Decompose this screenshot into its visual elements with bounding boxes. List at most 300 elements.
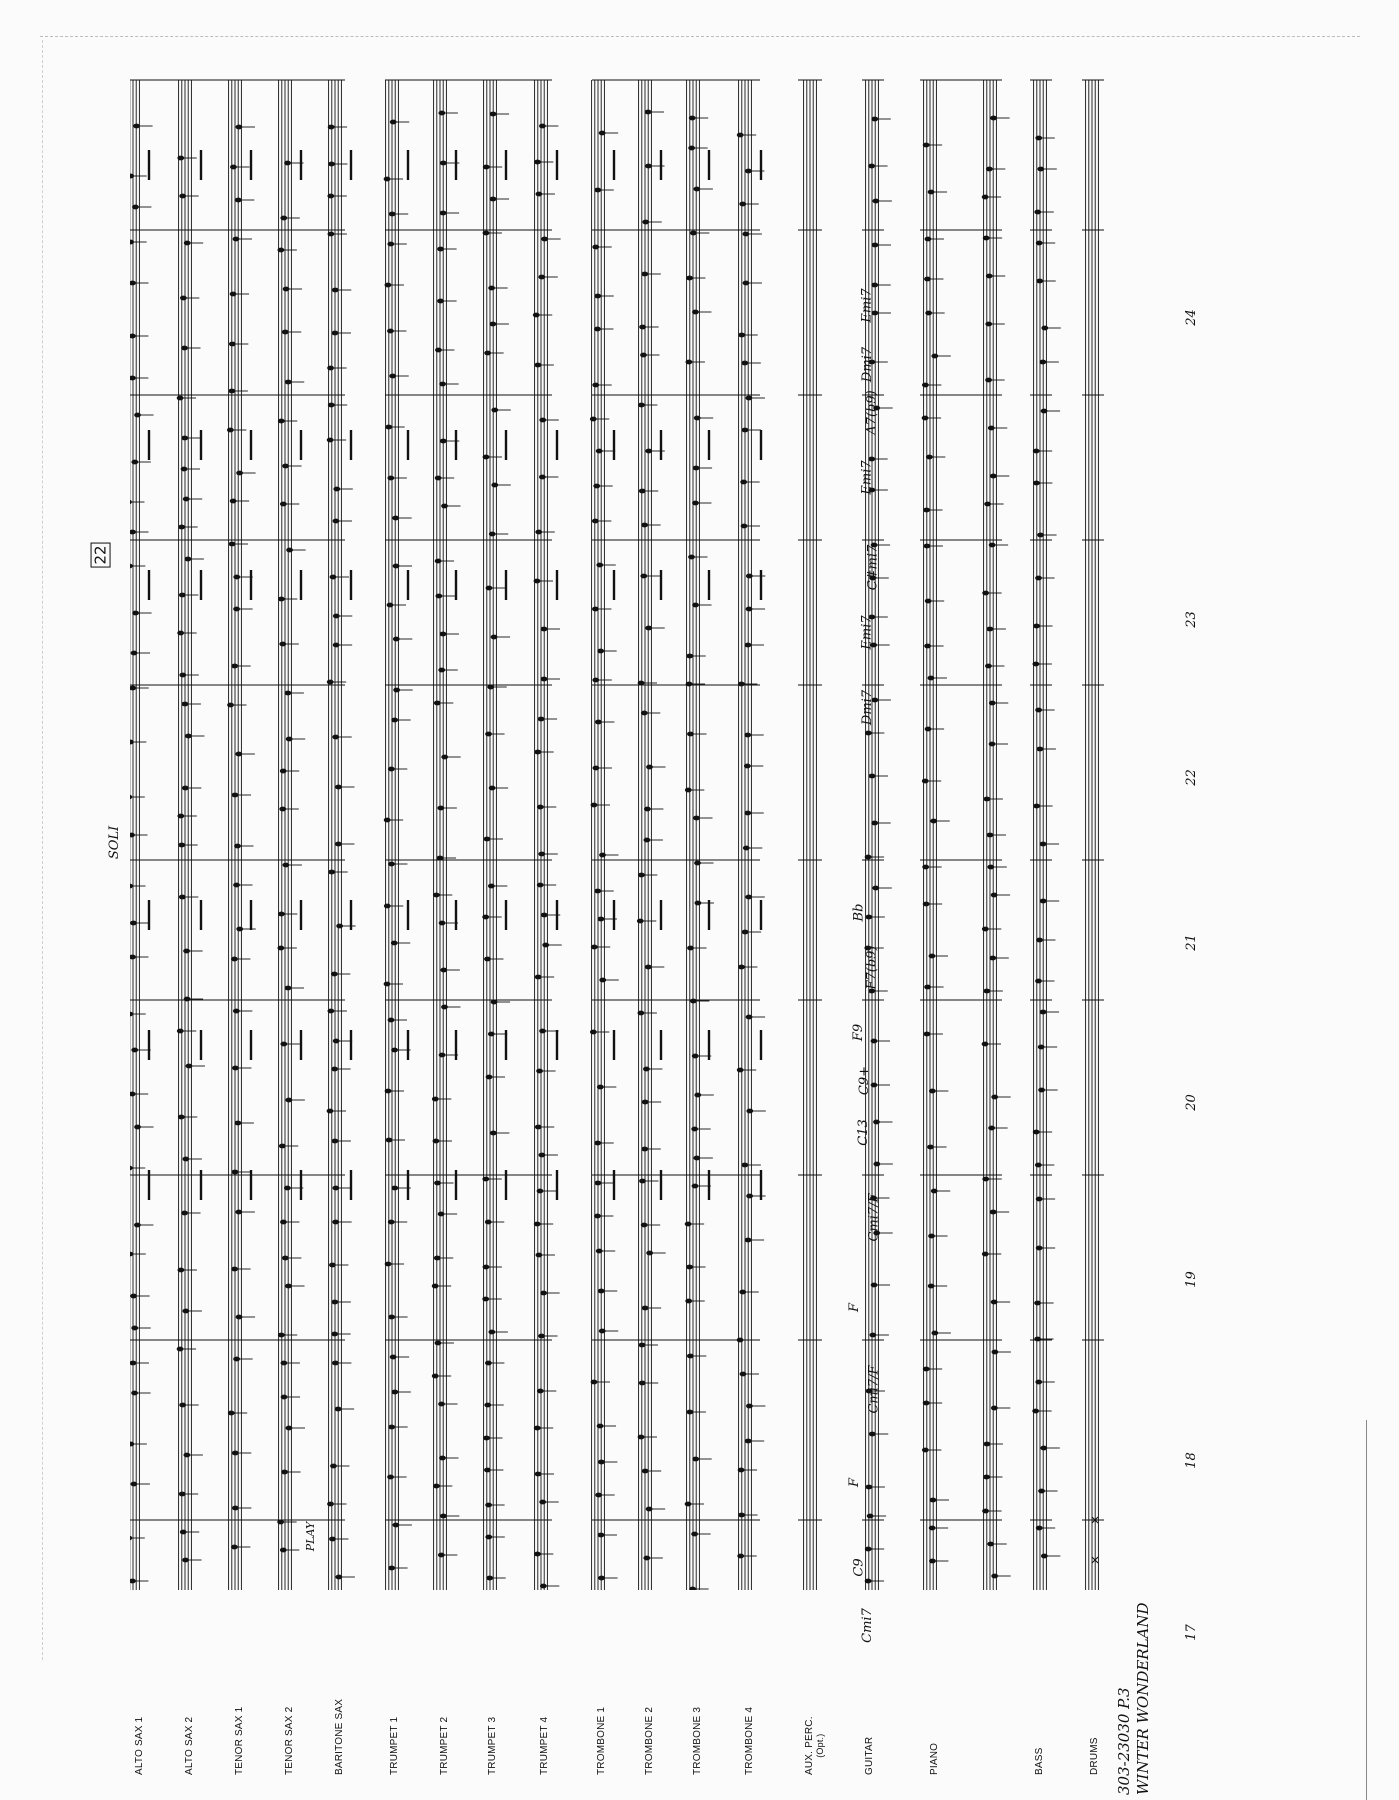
play-label: PLAY: [304, 1521, 318, 1552]
notehead: [641, 1147, 648, 1152]
soli-label: SOLI: [107, 825, 123, 860]
notehead: [177, 814, 184, 819]
notehead: [598, 1460, 605, 1465]
notehead: [130, 334, 136, 339]
notehead: [597, 1424, 604, 1429]
notehead: [930, 819, 937, 824]
notehead: [538, 852, 545, 857]
notehead: [871, 1039, 878, 1044]
notehead: [328, 125, 335, 130]
label-text: TENOR SAX 2: [284, 1706, 295, 1775]
notehead: [985, 322, 992, 327]
notehead: [439, 382, 446, 387]
notehead: [542, 943, 549, 948]
notehead: [327, 438, 334, 443]
notehead: [739, 1290, 746, 1295]
notehead: [483, 1265, 490, 1270]
notehead: [133, 124, 140, 129]
notehead: [282, 330, 289, 335]
chord-symbol: Cmi7/F: [866, 1365, 882, 1414]
notehead: [438, 111, 445, 116]
notehead: [742, 428, 749, 433]
notehead: [869, 1432, 876, 1437]
notehead: [1035, 708, 1042, 713]
notehead: [592, 519, 599, 524]
notehead: [284, 1186, 291, 1191]
notehead: [924, 644, 931, 649]
notehead: [1041, 1554, 1048, 1559]
notehead: [441, 755, 448, 760]
notehead: [534, 160, 541, 165]
notehead: [638, 873, 645, 878]
notehead: [282, 863, 289, 868]
notehead: [927, 1145, 934, 1150]
notehead: [333, 519, 340, 524]
chord-symbol: Dmi7: [860, 689, 876, 726]
notehead: [332, 735, 339, 740]
notehead: [641, 1223, 648, 1228]
notehead: [982, 1509, 989, 1514]
notehead: [984, 1442, 991, 1447]
label-text: BARITONE SAX: [334, 1698, 345, 1775]
notehead: [285, 986, 292, 991]
notehead: [185, 734, 192, 739]
notehead: [539, 1153, 546, 1158]
notehead: [178, 525, 185, 530]
notehead: [594, 1141, 601, 1146]
notehead: [1036, 1246, 1043, 1251]
notehead: [231, 1267, 238, 1272]
notehead: [433, 1139, 440, 1144]
notehead: [488, 1330, 495, 1335]
notehead: [186, 1064, 193, 1069]
notehead: [865, 731, 872, 736]
notehead: [230, 292, 237, 297]
notehead: [539, 124, 546, 129]
notehead: [332, 1139, 339, 1144]
notehead: [388, 862, 395, 867]
notehead: [233, 1357, 240, 1362]
notehead: [593, 484, 600, 489]
notehead: [181, 1211, 188, 1216]
notehead: [331, 1067, 338, 1072]
label-text: BASS: [1034, 1747, 1045, 1775]
notehead: [592, 383, 599, 388]
measure-number-22: 22: [1183, 769, 1199, 786]
notehead: [130, 281, 136, 286]
notehead: [328, 870, 335, 875]
notehead: [1033, 624, 1040, 629]
notehead: [486, 586, 493, 591]
notehead: [689, 116, 696, 121]
notehead: [928, 1234, 935, 1239]
notehead: [990, 116, 997, 121]
notehead: [387, 329, 394, 334]
chord-symbol: Emi7: [859, 615, 875, 650]
notehead: [746, 1109, 753, 1114]
notehead: [590, 417, 597, 422]
notehead: [327, 1009, 334, 1014]
notehead: [490, 1131, 497, 1136]
notehead: [540, 1291, 547, 1296]
aux-perc-staff: [804, 80, 817, 1590]
notehead: [235, 1210, 242, 1215]
notehead: [925, 237, 932, 242]
notehead: [1036, 1197, 1043, 1202]
notehead: [332, 1361, 339, 1366]
notehead: [534, 750, 541, 755]
label-guitar: [864, 1737, 875, 1775]
notehead: [594, 1214, 601, 1219]
notehead: [328, 403, 335, 408]
notehead: [596, 563, 603, 568]
notehead: [179, 1492, 186, 1497]
notehead: [535, 1472, 542, 1477]
notehead: [286, 737, 293, 742]
notehead: [986, 274, 993, 279]
notehead: [685, 1299, 692, 1304]
notehead: [230, 165, 237, 170]
notehead: [693, 466, 700, 471]
notehead: [641, 523, 648, 528]
notes: [130, 110, 1061, 1590]
notehead: [440, 632, 447, 637]
notehead: [639, 489, 646, 494]
label-piano: [929, 1743, 940, 1775]
notehead: [439, 1053, 446, 1058]
notehead: [982, 591, 989, 596]
chord-symbol: Dmi7: [860, 346, 876, 383]
notehead: [333, 487, 340, 492]
notehead: [278, 912, 285, 917]
notehead: [285, 1284, 292, 1289]
notehead: [285, 1098, 292, 1103]
label-text: TRUMPET 3: [487, 1716, 498, 1775]
chord-symbol: Cmi7/F: [866, 1193, 882, 1242]
notehead: [232, 793, 239, 798]
notehead: [434, 1256, 441, 1261]
notehead: [232, 1451, 239, 1456]
notehead: [181, 346, 188, 351]
chord-symbol: C#mi7: [865, 544, 881, 591]
notehead: [387, 603, 394, 608]
notehead: [130, 686, 136, 691]
notehead: [1036, 1526, 1043, 1531]
drums-staff: [1086, 80, 1099, 1590]
notehead: [233, 1009, 240, 1014]
trombone-2-staff: [639, 80, 652, 1590]
notehead: [534, 1426, 541, 1431]
notehead: [596, 449, 603, 454]
label-text: TROMBONE 1: [596, 1706, 607, 1775]
notehead: [690, 999, 697, 1004]
trumpets-section-barlines: [385, 80, 552, 1590]
notehead: [280, 1220, 287, 1225]
notehead: [484, 351, 491, 356]
notehead: [282, 1256, 289, 1261]
notehead: [281, 1470, 288, 1475]
label-text: TROMBONE 4: [744, 1706, 755, 1775]
notehead: [868, 164, 875, 169]
notehead: [986, 167, 993, 172]
notehead: [489, 322, 496, 327]
notehead: [983, 1475, 990, 1480]
notehead: [390, 1355, 397, 1360]
notehead: [1035, 136, 1042, 141]
notehead: [990, 474, 997, 479]
notehead: [384, 904, 391, 909]
notehead: [388, 1425, 395, 1430]
notehead: [178, 843, 185, 848]
notehead: [535, 530, 542, 535]
notehead: [130, 530, 136, 535]
notehead: [327, 1109, 334, 1114]
label-text: TRUMPET 1: [389, 1716, 400, 1775]
notehead: [743, 281, 750, 286]
notehead: [745, 1238, 752, 1243]
notehead: [438, 1553, 445, 1558]
notehead: [391, 1186, 398, 1191]
notehead: [599, 978, 606, 983]
notehead: [182, 786, 189, 791]
notehead: [437, 247, 444, 252]
label-trombone-3: [692, 1707, 703, 1775]
notehead: [236, 125, 243, 130]
notehead: [285, 691, 292, 696]
notehead: [490, 197, 497, 202]
footer-title: WINTER WONDERLAND: [1134, 1602, 1152, 1795]
notehead: [286, 548, 293, 553]
notehead: [534, 363, 541, 368]
chord-symbol: Cmi7: [859, 1608, 875, 1643]
notehead: [929, 1089, 936, 1094]
notehead: [277, 946, 284, 951]
notehead: [991, 893, 998, 898]
notehead: [536, 1253, 543, 1258]
notehead: [1036, 241, 1043, 246]
notehead: [738, 1468, 745, 1473]
notehead: [280, 769, 287, 774]
notehead: [235, 198, 242, 203]
notehead: [286, 1426, 293, 1431]
notehead: [872, 243, 879, 248]
notehead: [989, 543, 996, 548]
notehead: [491, 483, 498, 488]
notehead: [737, 1554, 744, 1559]
notehead: [925, 599, 932, 604]
chord-symbol: A7(b9): [864, 390, 880, 435]
notehead: [435, 1341, 442, 1346]
notehead: [691, 1532, 698, 1537]
notehead: [987, 1542, 994, 1547]
notehead: [183, 497, 190, 502]
chord-symbol: Emi7: [859, 288, 875, 323]
notehead: [438, 1212, 445, 1217]
notehead: [177, 1029, 184, 1034]
notehead: [1033, 1130, 1040, 1135]
notehead: [591, 1380, 598, 1385]
notehead: [1033, 481, 1040, 486]
notehead: [130, 1442, 134, 1447]
notehead: [638, 1435, 645, 1440]
notehead: [599, 853, 606, 858]
notehead: [746, 607, 753, 612]
notehead: [931, 354, 938, 359]
notehead: [329, 1263, 336, 1268]
notehead: [130, 833, 135, 838]
notehead: [645, 626, 652, 631]
notehead: [738, 1513, 745, 1518]
score-system: [130, 75, 1370, 1590]
notehead: [330, 575, 337, 580]
notehead: [686, 1410, 693, 1415]
label-trumpet-3: [487, 1717, 498, 1775]
notehead: [642, 1469, 649, 1474]
notehead: [740, 1372, 747, 1377]
notehead: [871, 821, 878, 826]
notehead: [1041, 409, 1048, 414]
notehead: [925, 311, 932, 316]
label-text: PIANO: [929, 1742, 940, 1775]
notehead: [982, 927, 989, 932]
notehead: [393, 688, 400, 693]
measure-number-17: 17: [1183, 1624, 1199, 1641]
notehead: [691, 1127, 698, 1132]
notehead: [385, 1089, 392, 1094]
notehead: [182, 702, 189, 707]
notehead: [440, 1514, 447, 1519]
chord-symbol: C9: [851, 1558, 867, 1577]
notehead: [541, 913, 548, 918]
rehearsal-marker-22: 22: [91, 542, 111, 567]
notehead: [331, 1332, 338, 1337]
notehead: [483, 455, 490, 460]
notehead: [327, 366, 334, 371]
notehead: [982, 1042, 989, 1047]
notehead: [926, 455, 933, 460]
label-aux-perc: [804, 1716, 825, 1775]
label-text: ALTO SAX 2: [184, 1716, 195, 1775]
notehead: [645, 164, 652, 169]
notehead: [987, 865, 994, 870]
notehead: [280, 1548, 287, 1553]
notehead: [177, 156, 184, 161]
notehead: [541, 237, 548, 242]
label-text: TROMBONE 3: [692, 1706, 703, 1775]
notehead: [686, 360, 693, 365]
label-bass: [1034, 1748, 1045, 1775]
notehead: [644, 807, 651, 812]
notehead: [432, 1097, 439, 1102]
notehead: [130, 174, 134, 179]
notehead: [537, 805, 544, 810]
measure-number-20: 20: [1183, 1094, 1199, 1111]
notehead: [434, 1181, 441, 1186]
notehead: [873, 1120, 880, 1125]
chord-symbol: Emi7: [859, 460, 875, 495]
notehead: [1040, 842, 1047, 847]
notehead: [539, 1029, 546, 1034]
notehead: [329, 1537, 336, 1542]
notehead: [332, 288, 339, 293]
notehead: [594, 188, 601, 193]
notehead: [534, 1222, 541, 1227]
notehead: [389, 374, 396, 379]
notehead: [134, 1223, 141, 1228]
notehead: [388, 767, 395, 772]
notehead: [989, 742, 996, 747]
notehead: [333, 1039, 340, 1044]
notehead: [867, 1514, 874, 1519]
notehead: [231, 1545, 238, 1550]
notehead: [1033, 449, 1040, 454]
notehead: [233, 607, 240, 612]
notehead: [743, 846, 750, 851]
notehead: [737, 1338, 744, 1343]
notehead: [488, 286, 495, 291]
notehead: [596, 1249, 603, 1254]
notehead: [692, 310, 699, 315]
notehead: [1041, 326, 1048, 331]
notehead: [391, 1390, 398, 1395]
notehead: [1034, 1337, 1041, 1342]
notehead: [686, 654, 693, 659]
notehead: [535, 1125, 542, 1130]
notehead: [738, 965, 745, 970]
notehead: [989, 956, 996, 961]
notehead: [929, 1526, 936, 1531]
notehead: [279, 807, 286, 812]
notehead: [592, 245, 599, 250]
notehead: [482, 1177, 489, 1182]
notehead: [437, 806, 444, 811]
notehead: [1035, 1380, 1042, 1385]
notehead: [982, 195, 989, 200]
notehead: [232, 1066, 239, 1071]
notehead: [177, 1347, 184, 1352]
notehead: [335, 1407, 342, 1412]
notehead: [327, 194, 334, 199]
notehead: [485, 1361, 492, 1366]
notehead: [328, 162, 335, 167]
notehead: [185, 557, 192, 562]
notehead: [281, 1395, 288, 1400]
notehead: [639, 1381, 646, 1386]
notehead: [594, 889, 601, 894]
notehead: [279, 1144, 286, 1149]
notehead: [130, 955, 136, 960]
notehead: [694, 416, 701, 421]
notehead: [539, 475, 546, 480]
notehead: [746, 574, 753, 579]
notehead: [641, 711, 648, 716]
notehead: [229, 542, 236, 547]
notehead: [928, 1284, 935, 1289]
notehead: [536, 192, 543, 197]
notehead: [1034, 210, 1041, 215]
notehead: [1040, 1446, 1047, 1451]
notehead: [1037, 747, 1044, 752]
label-alto-sax-2: [184, 1717, 195, 1775]
notehead: [590, 1030, 597, 1035]
notehead: [598, 917, 605, 922]
notehead: [278, 597, 285, 602]
notehead: [484, 957, 491, 962]
trumpet-4-staff: [535, 80, 548, 1590]
notehead: [280, 502, 287, 507]
notehead: [646, 765, 653, 770]
notehead: [742, 930, 749, 935]
